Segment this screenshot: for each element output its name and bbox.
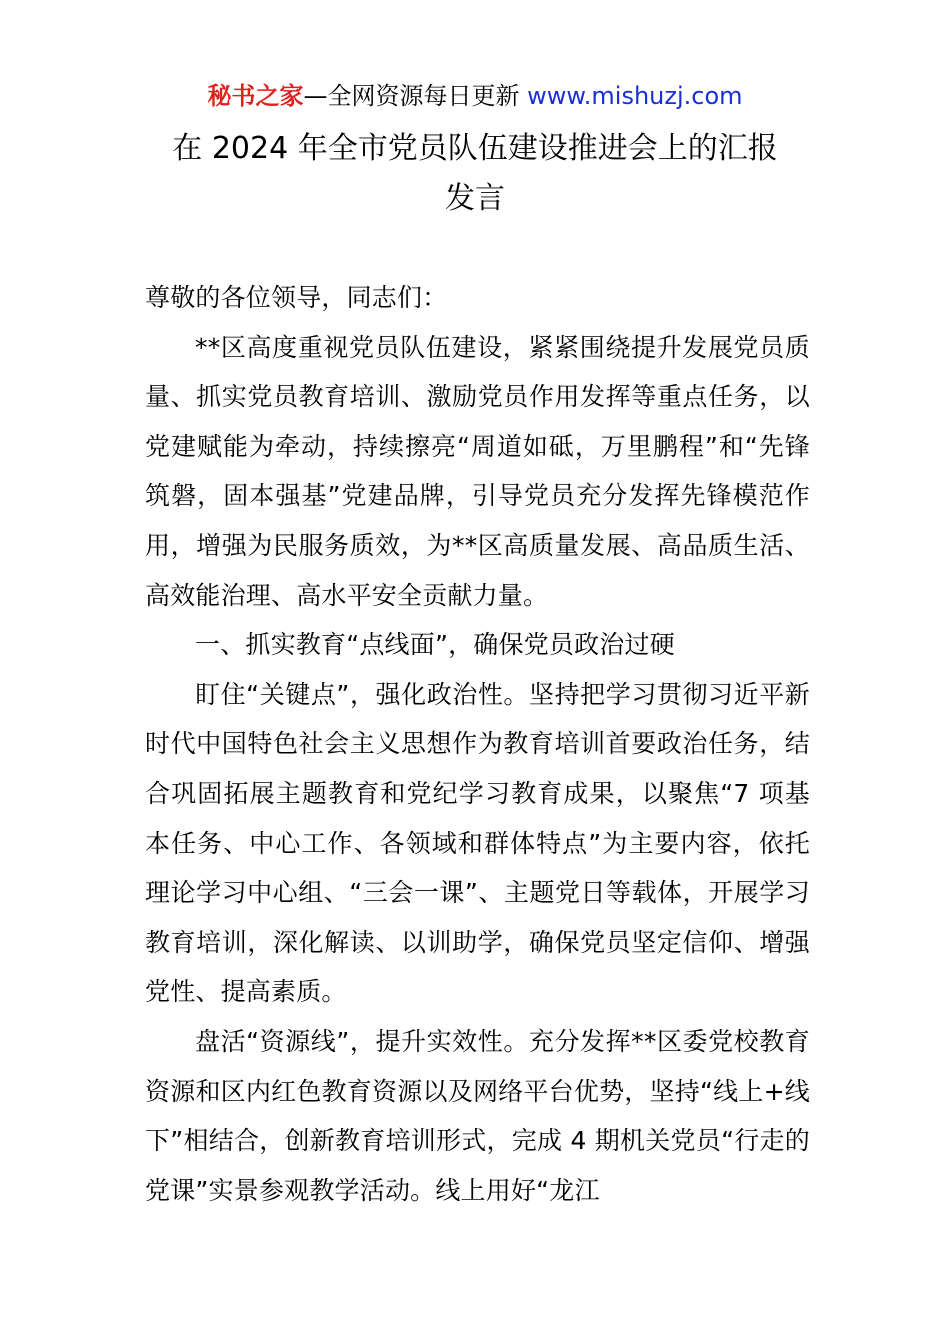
title-line-1: 在 2024 年全市党员队伍建设推进会上的汇报: [172, 131, 778, 166]
site-brand: 秘书之家: [207, 82, 304, 110]
site-tagline: 全网资源每日更新: [327, 82, 520, 110]
document-body: [145, 273, 810, 1215]
title-line-2: 发言: [445, 181, 505, 216]
body-paragraph-1: 盯住“关键点”，强化政治性。坚持把学习贯彻习近平新时代中国特色社会主义思想作为教育培训首要政治任务，结合巩固拓展主题教育和党纪学习教育成果，以聚焦“7 项基本任务、中心工作、各领域和群体特点”为主要内容，依托理论学习中心组、“三会一课”、主题党日等载体，开展学习教育培训，深化解读、以训助学，确保党员坚定信仰、增强党性、提高素质。: [145, 679, 810, 1007]
body-paragraph-2: 盘活“资源线”，提升实效性。充分发挥**区委党校教育资源和区内红色教育资源以及网络平台优势，坚持“线上+线下”相结合，创新教育培训形式，完成 4 期机关党员“行走的党课”实景参观教学活动。线上用好“龙江: [145, 1026, 810, 1205]
document-title: [0, 124, 950, 224]
intro-paragraph: **区高度重视党员队伍建设，紧紧围绕提升发展党员质量、抓实党员教育培训、激励党员作用发挥等重点任务，以党建赋能为牵动，持续擦亮“周道如砥，万里鹏程”和“先锋筑磐，固本强基”党建品牌，引导党员充分发挥先锋模范作用，增强为民服务质效，为**区高质量发展、高品质生活、高效能治理、高水平安全贡献力量。: [145, 332, 810, 610]
header-dash: —: [303, 82, 328, 110]
site-url-link[interactable]: www.mishuzj.com: [527, 82, 743, 110]
site-header: [0, 78, 950, 114]
section-heading-1: 一、抓实教育“点线面”，确保党员政治过硬: [195, 630, 675, 660]
salutation: 尊敬的各位领导，同志们：: [145, 283, 448, 312]
